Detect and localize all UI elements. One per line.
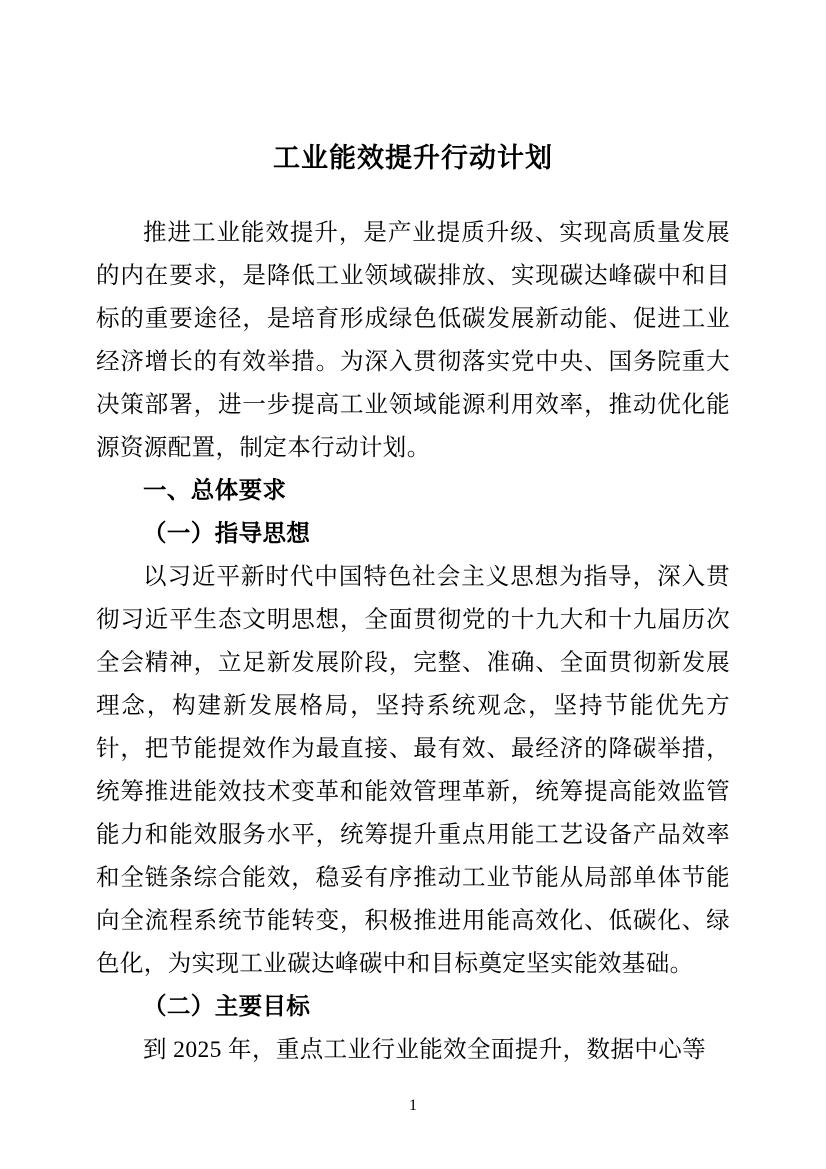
page-title: 工业能效提升行动计划	[273, 143, 553, 173]
section-heading-overall-requirements: 一、总体要求	[143, 477, 287, 504]
page-number: 1	[409, 1097, 417, 1114]
document-body	[96, 140, 730, 1072]
paragraph-intro: 推进工业能效提升，是产业提质升级、实现高质量发展的内在要求，是降低工业领域碳排放、实现碳达峰碳中和目标的重要途径，是培育形成绿色低碳发展新动能、促进工业经济增长的有效举措。为深入贯彻落实党中央、国务院重大决策部署，进一步提高工业领域能源利用效率，推动优化能源资源配置，制定本行动计划。	[96, 219, 730, 461]
paragraph-main-goals: 到 2025 年，重点工业行业能效全面提升，数据中心等	[143, 1036, 707, 1063]
subsection-heading-guiding-thought: （一）指导思想	[143, 520, 311, 547]
paragraph-guiding-thought: 以习近平新时代中国特色社会主义思想为指导，深入贯彻习近平生态文明思想，全面贯彻党的十九大和十九届历次全会精神，立足新发展阶段，完整、准确、全面贯彻新发展理念，构建新发展格局，坚持系统观念，坚持节能优先方针，把节能提效作为最直接、最有效、最经济的降碳举措，统筹推进能效技术变革和能效管理革新，统筹提高能效监管能力和能效服务水平，统筹提升重点用能工艺设备产品效率和全链条综合能效，稳妥有序推动工业节能从局部单体节能向全流程系统节能转变，积极推进用能高效化、低碳化、绿色化，为实现工业碳达峰碳中和目标奠定坚实能效基础。	[96, 563, 730, 977]
subsection-heading-main-goals: （二）主要目标	[143, 993, 311, 1020]
